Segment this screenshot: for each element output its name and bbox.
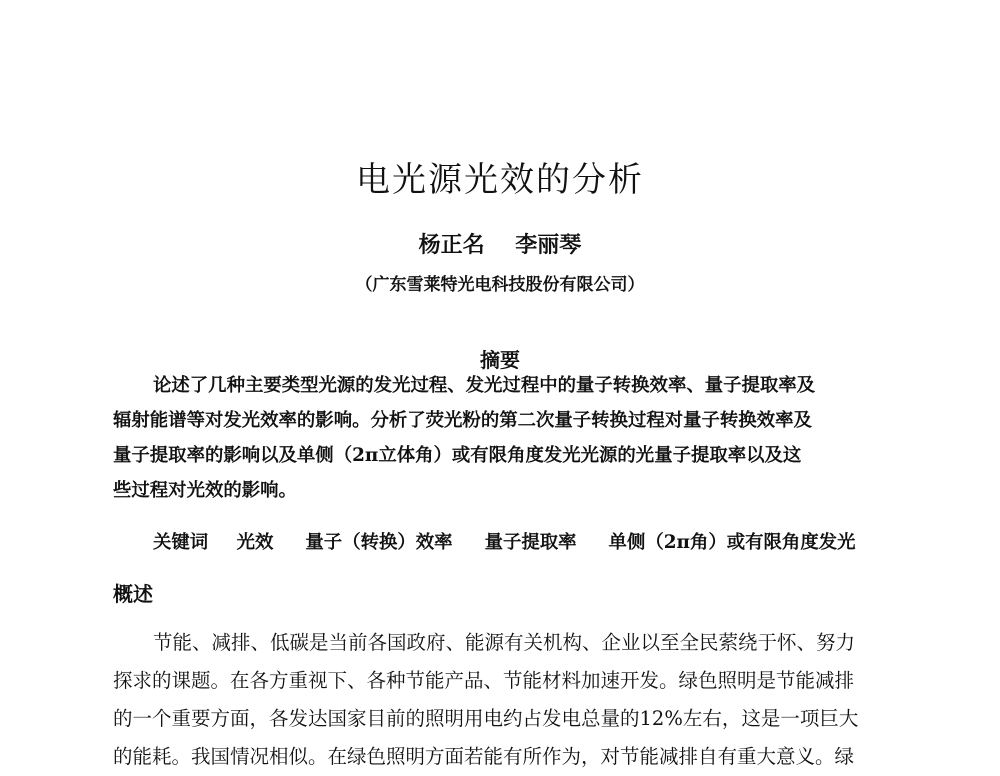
overview-line: 的一个重要方面，各发达国家目前的照明用电约占发电总量的12%左右，这是一项巨大	[113, 707, 859, 730]
keywords-label: 关键词	[153, 532, 209, 553]
abstract-line: 论述了几种主要类型光源的发光过程、发光过程中的量子转换效率、量子提取率及	[153, 375, 816, 396]
paper-title: 电光源光效的分析	[356, 160, 644, 200]
abstract-line: 量子提取率的影响以及单侧（2π立体角）或有限角度发光光源的光量子提取率以及这	[113, 445, 802, 466]
abstract-line: 些过程对光效的影响。	[113, 480, 297, 501]
keyword-item: 光效	[236, 532, 274, 553]
keyword-item: 量子提取率	[484, 532, 577, 553]
paper-authors: 杨正名 李丽琴	[418, 232, 582, 258]
overview-heading: 概述	[113, 582, 153, 606]
overview-line: 节能、减排、低碳是当前各国政府、能源有关机构、企业以至全民萦绕于怀、努力	[153, 631, 856, 654]
overview-body	[113, 624, 913, 776]
abstract-line: 辐射能谱等对发光效率的影响。分析了荧光粉的第二次量子转换过程对量子转换效率及	[113, 410, 812, 431]
keywords-row	[153, 528, 913, 554]
overview-line: 探求的课题。在各方重视下、各种节能产品、节能材料加速开发。绿色照明是节能减排	[113, 669, 855, 692]
keyword-item: 量子（转换）效率	[305, 532, 453, 553]
abstract-body	[113, 368, 913, 508]
abstract-heading: 摘要	[480, 348, 520, 372]
author-affiliation: （广东雪莱特光电科技股份有限公司）	[355, 275, 645, 295]
overview-line: 的能耗。我国情况相似。在绿色照明方面若能有所作为，对节能减排自有重大意义。绿	[113, 745, 855, 768]
keyword-item: 单侧（2π角）或有限角度发光	[608, 532, 856, 553]
